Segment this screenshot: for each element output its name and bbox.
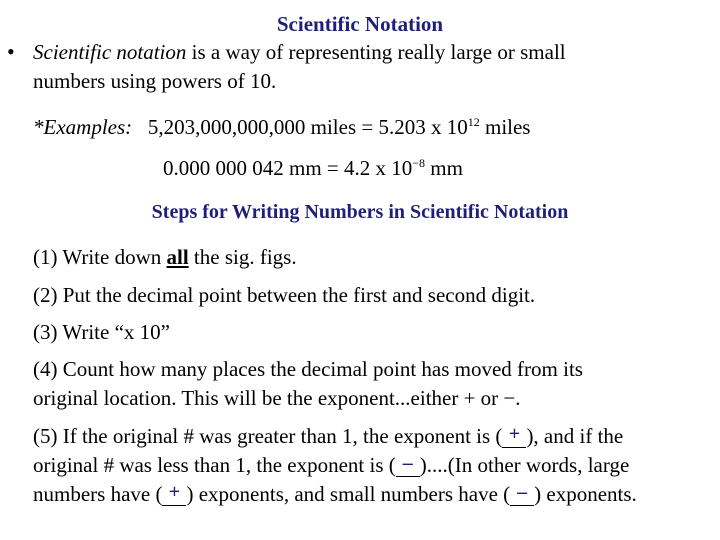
example-2: [163, 156, 463, 181]
example-1-left: 5,203,000,000,000 miles = 5.203 x 10: [147, 115, 468, 139]
example-1: [33, 115, 530, 140]
step-3: (3) Write “x 10”: [33, 320, 170, 344]
step-4-line-1: (4) Count how many places the decimal point has moved from its: [33, 357, 583, 381]
step-4-line-2: original location. This will be the exponent...either + or −.: [33, 386, 521, 410]
bullet-icon: •: [7, 39, 15, 64]
step-1: (1) Write down all the sig. figs.: [33, 245, 297, 269]
plus-sign: +: [168, 481, 181, 503]
steps-title: Steps for Writing Numbers in Scientific Notation: [151, 201, 569, 223]
intro-term: Scientific notation: [33, 40, 187, 64]
blank-minus-1: [396, 453, 420, 478]
intro-line-2: numbers using powers of 10.: [33, 69, 277, 93]
blank-minus-2: [510, 482, 534, 507]
example-1-exponent: 12: [467, 115, 480, 129]
intro-text: is a way of representing really large or small: [186, 40, 566, 64]
examples-label: *Examples:: [33, 115, 133, 139]
minus-sign: –: [402, 452, 413, 474]
intro-line-1: [33, 40, 566, 65]
example-2-exponent: −8: [412, 156, 426, 170]
example-1-right: miles: [479, 115, 531, 139]
step-2: (2) Put the decimal point between the first and second digit.: [33, 283, 536, 307]
minus-sign: –: [517, 481, 528, 503]
blank-plus-1: [502, 424, 526, 449]
step-5-line-1: (5) If the original # was greater than 1, the exponent is ( + ), and if the: [33, 423, 624, 448]
step-5-line-2: original # was less than 1, the exponent is ( – )....(In other words, large: [33, 452, 630, 477]
page-title: Scientific Notation: [276, 12, 444, 36]
blank-plus-2: [162, 482, 186, 507]
step-5-line-3: numbers have ( + ) exponents, and small numbers have ( – ) exponents.: [33, 481, 637, 506]
example-2-left: 0.000 000 042 mm = 4.2 x 10: [163, 156, 413, 180]
plus-sign: +: [508, 423, 521, 445]
step-1-emphasis: all: [166, 245, 189, 269]
example-2-right: mm: [425, 156, 463, 180]
